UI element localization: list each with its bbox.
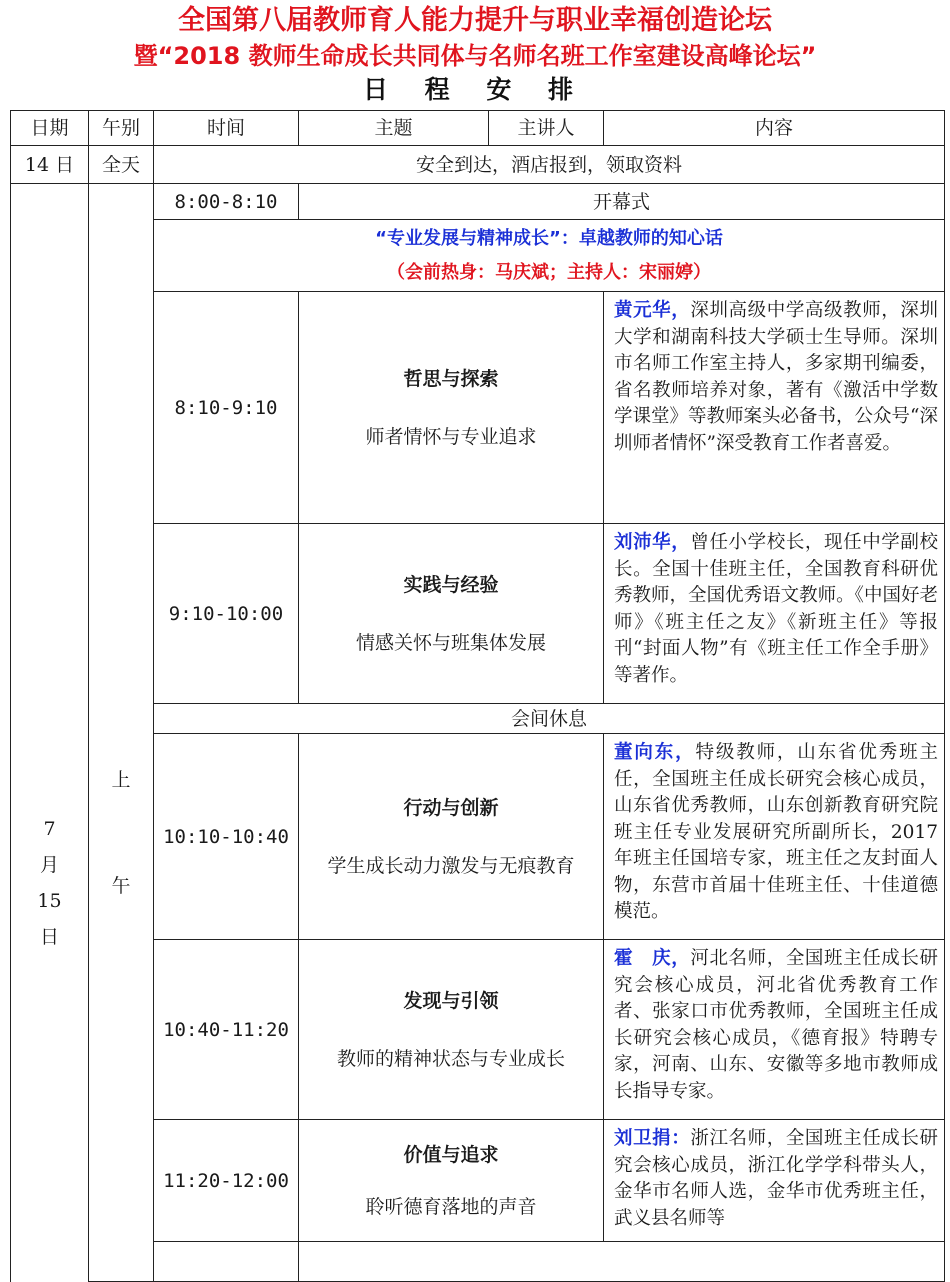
- speaker-name: 霍 庆，: [614, 948, 691, 969]
- speaker-bio: 河北名师，全国班主任成长研究会核心成员，河北省优秀教育工作者、张家口市优秀教师，全国班主任成长研究会核心成员，《德育报》特聘专家，河南、山东、安徽等多地市教师成长指导专家。: [614, 948, 938, 1102]
- speaker-bio: 特级教师，山东省优秀班主任，全国班主任成长研究会核心成员，山东省优秀教师，山东创新教育研究院班主任专业发展研究所副所长，2017 年班主任国培专家，班主任之友封面人物，东营市首届十佳班主任、十佳道德模范。: [614, 742, 938, 922]
- talk-topic-subtitle: 师者情怀与专业追求: [365, 425, 537, 448]
- talk-topic: [299, 524, 604, 704]
- speaker-name: 黄元华，: [614, 300, 691, 321]
- talk-content: [604, 1120, 945, 1242]
- talk-topic-title: 行动与创新: [403, 796, 499, 819]
- day14-period: 全天: [89, 146, 154, 184]
- talk-time: 9:10-10:00: [154, 524, 299, 704]
- talk-topic-title: 发现与引领: [403, 989, 499, 1012]
- break-text: 会间休息: [154, 704, 945, 734]
- header-period: 午别: [89, 111, 154, 146]
- opening-row: [11, 184, 945, 220]
- day14-text: 安全到达，酒店报到，领取资料: [154, 146, 945, 184]
- talk-topic: [299, 292, 604, 524]
- talk-topic: [299, 940, 604, 1120]
- talk-topic: [299, 734, 604, 940]
- schedule-table: [10, 110, 945, 1282]
- continuation-cell: [154, 1242, 299, 1282]
- date-char: 日: [39, 925, 59, 948]
- header-speaker: 主讲人: [489, 111, 604, 146]
- talk-topic-title: 哲思与探索: [403, 367, 499, 390]
- talk-content: [604, 292, 945, 524]
- header-time: 时间: [154, 111, 299, 146]
- session-title: “专业发展与精神成长”：卓越教师的知心话: [375, 227, 723, 249]
- header-topic: 主题: [299, 111, 489, 146]
- talk-time: 8:10-9:10: [154, 292, 299, 524]
- speaker-name: 刘沛华，: [614, 532, 691, 553]
- talk-time: 11:20-12:00: [154, 1120, 299, 1242]
- opening-time: 8:00-8:10: [154, 184, 299, 220]
- session-banner: [154, 220, 945, 292]
- speaker-name: 刘卫捐：: [614, 1128, 691, 1149]
- talk-topic-subtitle: 聆听德育落地的声音: [365, 1195, 537, 1218]
- date-char: 15: [37, 889, 62, 912]
- speaker-bio: 浙江名师，全国班主任成长研究会核心成员，浙江化学学科带头人，金华市名师人选，金华市优秀班主任，武义县名师等: [614, 1128, 938, 1229]
- day15-date: [11, 184, 89, 1282]
- session-subtitle: （会前热身：马庆斌；主持人：宋丽婷）: [387, 261, 711, 283]
- period-char: 上: [111, 768, 131, 791]
- day15-period: [89, 184, 154, 1282]
- date-char: 月: [39, 853, 59, 876]
- day14-row: [11, 146, 945, 184]
- talk-topic-subtitle: 情感关怀与班集体发展: [355, 631, 546, 654]
- date-char: 7: [43, 817, 56, 840]
- talk-topic-title: 实践与经验: [403, 573, 499, 596]
- talk-topic-subtitle: 学生成长动力激发与无痕教育: [327, 854, 575, 877]
- speaker-bio: 深圳高级中学高级教师，深圳大学和湖南科技大学硕士生导师。深圳市名师工作室主持人，多家期刊编委，省名教师培养对象，著有《激活中学数学课堂》等教师案头必备书，公众号“深圳师者情怀”深受教育工作者喜爱。: [614, 300, 938, 454]
- header-row: [11, 111, 945, 146]
- schedule-heading: 日 程 安 排: [362, 75, 588, 104]
- header-content: 内容: [604, 111, 945, 146]
- speaker-bio: 曾任小学校长，现任中学副校长。全国十佳班主任，全国教育科研优秀教师，全国优秀语文教师。《中国好老师》《班主任之友》《新班主任》等报刊“封面人物”有《班主任工作全手册》等著作。: [614, 532, 938, 686]
- talk-topic: [299, 1120, 604, 1242]
- speaker-name: 董向东，: [614, 742, 696, 763]
- doc-title-line1: 全国第八届教师育人能力提升与职业幸福创造论坛: [178, 5, 772, 36]
- doc-title-line2: 暨“2018 教师生命成长共同体与名师名班工作室建设高峰论坛”: [133, 42, 817, 70]
- talk-time: 10:10-10:40: [154, 734, 299, 940]
- talk-topic-title: 价值与追求: [403, 1143, 499, 1166]
- opening-text: 开幕式: [299, 184, 945, 220]
- talk-content: [604, 734, 945, 940]
- header-date: 日期: [11, 111, 89, 146]
- talk-topic-subtitle: 教师的精神状态与专业成长: [336, 1047, 565, 1070]
- day14-date: 14 日: [11, 146, 89, 184]
- continuation-cell: [299, 1242, 945, 1282]
- talk-time: 10:40-11:20: [154, 940, 299, 1120]
- talk-content: [604, 524, 945, 704]
- period-char: 午: [111, 874, 131, 897]
- talk-content: [604, 940, 945, 1120]
